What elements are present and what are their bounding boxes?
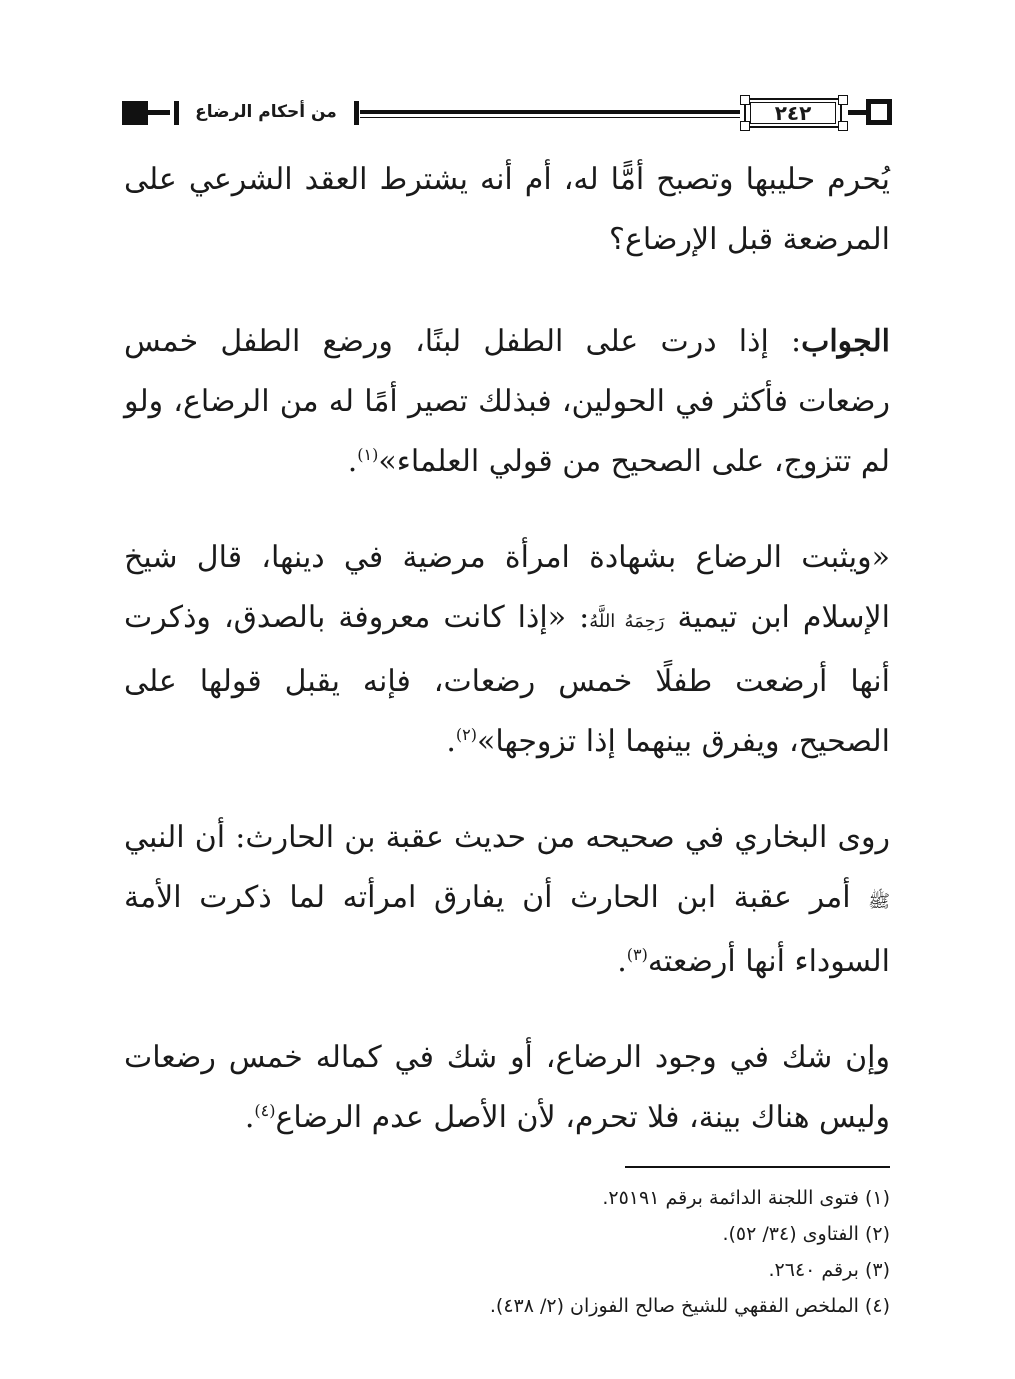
text-segment: روى البخاري في صحيحه من حديث عقبة بن الحارث: أن النبي — [124, 820, 890, 855]
header-ornament-right-divider — [354, 101, 359, 125]
page-number-frame — [740, 95, 848, 131]
footnote-ref: (١) — [357, 445, 379, 464]
footnote-item: (٢) الفتاوى (٣٤/ ٥٢). — [722, 1223, 890, 1245]
footnote-ref: (٣) — [626, 945, 648, 964]
header-ornament-left-bar — [148, 110, 170, 115]
frame-corner-ornament — [838, 95, 848, 105]
frame-corner-ornament — [740, 121, 750, 131]
paragraph-ibn-taymiyya — [124, 528, 890, 772]
footnote-item: (٤) الملخص الفقهي للشيخ صالح الفوزان (٢/ ٤٣٨). — [489, 1295, 890, 1317]
text-segment: وإن شك في وجود الرضاع، أو شك في كماله خمس رضعات وليس هناك بينة، فلا تحرم، لأن الأصل عدم الرضاع — [124, 1040, 890, 1135]
text-segment: «ويثبت الرضاع بشهادة امرأة مرضية في دينها، قال شيخ الإسلام ابن تيمية — [124, 540, 890, 635]
header-rule-thick — [360, 110, 740, 114]
period: . — [347, 444, 358, 479]
footnote-ref: (٢) — [455, 725, 477, 744]
footnote-item: (٣) برقم ٢٦٤٠. — [768, 1259, 890, 1281]
header-ornament-right-square — [866, 99, 892, 125]
footnotes — [124, 1180, 890, 1324]
paragraph-question-end: يُحرم حليبها وتصبح أمًّا له، أم أنه يشترط العقد الشرعي على المرضعة قبل الإرضاع؟ — [124, 162, 890, 257]
period: . — [244, 1100, 255, 1135]
header-ornament-right-bar — [848, 110, 868, 115]
running-header — [122, 95, 892, 135]
answer-text: : إذا درت على الطفل لبنًا، ورضع الطفل خمس رضعات فأكثر في الحولين، فبذلك تصير أمًا له من الرضاع، ولو لم تتزوج، على الصحيح من قولي العلماء» — [124, 324, 890, 479]
frame-corner-ornament — [838, 121, 848, 131]
answer-label: الجواب — [801, 324, 890, 359]
text-segment: أمر عقبة ابن الحارث أن يفارق امرأته لما ذكرت الأمة السوداء أنها أرضعته — [124, 880, 890, 979]
paragraph-answer — [124, 312, 890, 492]
text-segment: : «إذا كانت معروفة بالصدق، وذكرت أنها أرضعت طفلًا خمس رضعات، فإنه يقبل قولها على الصحيح، ويفرق بينهما إذا تزوجها» — [124, 600, 890, 759]
footnote-ref: (٤) — [254, 1101, 276, 1120]
page-number: ٢٤٢ — [774, 101, 812, 125]
footnote-item: (١) فتوى اللجنة الدائمة برقم ٢٥١٩١. — [602, 1187, 890, 1209]
header-ornament-left-square — [122, 101, 148, 125]
paragraph-bukhari — [124, 808, 890, 992]
paragraph-doubt — [124, 1028, 890, 1148]
honorific-glyph: رَحِمَهُ اللَّهُ — [589, 611, 665, 632]
main-text — [124, 150, 890, 1184]
honorific-glyph: ﷺ — [868, 891, 890, 912]
period: . — [446, 724, 456, 759]
header-rule-thin — [360, 117, 740, 118]
period: . — [617, 944, 627, 979]
footnote-separator — [625, 1166, 890, 1168]
header-ornament-left-divider — [174, 101, 179, 125]
frame-corner-ornament — [740, 95, 750, 105]
book-title: من أحكام الرضاع — [195, 102, 337, 122]
